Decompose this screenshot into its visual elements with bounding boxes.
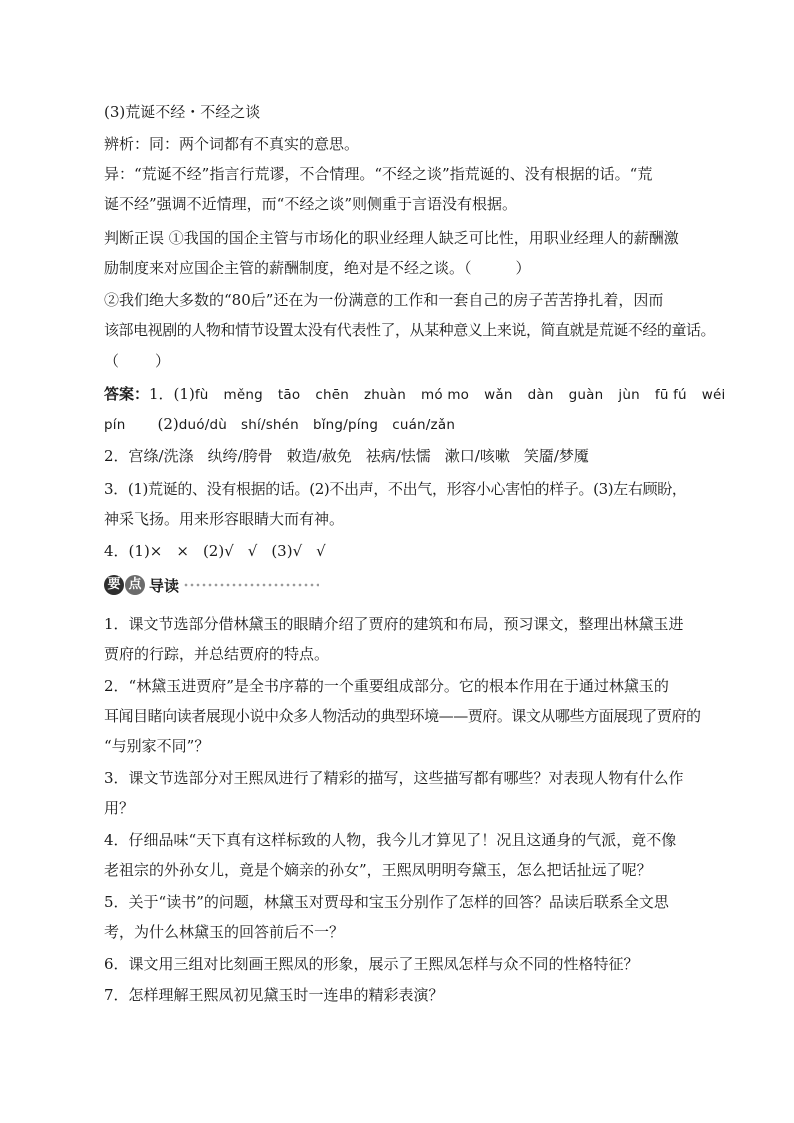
pinyin-item: duó/dù — [178, 417, 227, 433]
item2-line-2: 该部电视剧的人物和情节设置太没有代表性了，从某种意义上来说，简直就是荒诞不经的童话。 — [104, 321, 716, 339]
guide-2-line-1: 2．“林黛玉进贾府”是全书序幕的一个重要组成部分。它的根本作用在于通过林黛玉的 — [104, 677, 669, 695]
judgement-mark: (1)× — [128, 542, 163, 560]
word-pair: 宫绦/洗涤 — [128, 447, 194, 465]
word-pair: 敕造/赦免 — [286, 447, 352, 465]
judgement-mark: (3)√ — [271, 542, 303, 560]
word-pair: 纨绔/胯骨 — [207, 447, 273, 465]
judgement-mark: √ — [247, 542, 258, 560]
guide-6-line-1: 6．课文用三组对比刻画王熙凤的形象，展示了王熙凤怎样与众不同的性格特征？ — [104, 955, 639, 973]
section-badge-1: 要 — [104, 575, 124, 595]
section-header — [104, 574, 319, 596]
pinyin-item: shí/shén — [241, 417, 299, 433]
guide-1-line-1: 1．课文节选部分借林黛玉的眼睛介绍了贾府的建筑和布局，预习课文，整理出林黛玉进 — [104, 615, 684, 633]
pinyin-item: fū fú — [654, 387, 687, 403]
pinyin-item: wǎn — [484, 387, 513, 403]
q4-prefix: 4． — [104, 542, 129, 560]
pinyin-item: wéi — [701, 387, 726, 403]
word-pairs — [129, 447, 589, 465]
judge-text: 励制度来对应国企主管的薪酬制度，绝对是不经之谈。（ — [104, 259, 472, 277]
guide-7-line-1: 7．怎样理解王熙凤初见黛玉时一连串的精彩表演？ — [104, 986, 444, 1004]
judge-line-1: 判断正误 ①我国的国企主管与市场化的职业经理人缺乏可比性，用职业经理人的薪酬激 — [104, 229, 679, 247]
section-title: 导读 — [149, 576, 180, 595]
judgement-mark: √ — [316, 542, 326, 560]
answer-line-1 — [104, 384, 724, 404]
blank-close: ） — [515, 259, 531, 277]
answer-line-2 — [104, 414, 724, 434]
blank-open: （ — [104, 352, 120, 370]
item-title: (3)荒诞不经・不经之谈 — [104, 103, 261, 121]
dotted-divider — [183, 580, 319, 590]
pinyin-item: guàn — [568, 387, 604, 403]
pinyin-item: chēn — [315, 387, 349, 403]
pinyin-item: cuán/zǎn — [392, 417, 456, 433]
word-pair: 漱口/咳嗽 — [444, 447, 510, 465]
answer-label: 答案： — [104, 385, 150, 403]
judgement-mark: × — [176, 542, 189, 560]
answer-line-3 — [104, 446, 724, 466]
guide-2-line-3: “与别家不同”？ — [104, 737, 210, 755]
pinyin-list-1 — [195, 387, 726, 403]
pinyin-item: tāo — [277, 387, 301, 403]
q1b-prefix: (2) — [157, 415, 179, 433]
answer-line-4: 3．(1)荒诞的、没有根据的话。(2)不出声，不出气，形容小心害怕的样子。(3)左右顾盼， — [104, 480, 687, 498]
blank-close: ） — [155, 352, 171, 370]
item2-line-1: ②我们绝大多数的“80后”还在为一份满意的工作和一套自己的房子苦苦挣扎着，因而 — [104, 291, 664, 309]
guide-3-line-2: 用？ — [104, 799, 135, 817]
answer-line-6 — [104, 541, 724, 561]
difference-line-1: 异：“荒诞不经”指言行荒谬，不合情理。“不经之谈”指荒诞的、没有根据的话。“荒 — [104, 165, 653, 183]
word-pair: 笑靥/梦魇 — [523, 447, 589, 465]
pinyin-item: dàn — [527, 387, 554, 403]
section-badge-2: 点 — [125, 575, 145, 595]
item2-line-3 — [104, 351, 724, 371]
judgement-marks — [129, 542, 326, 560]
pinyin-list-2 — [179, 417, 455, 433]
guide-4-line-1: 4．仔细品味“天下真有这样标致的人物，我今儿才算见了！况且这通身的气派，竟不像 — [104, 831, 677, 849]
judgement-mark: (2)√ — [202, 542, 234, 560]
analysis-line: 辨析：同：两个词都有不真实的意思。 — [104, 135, 360, 153]
word-pair: 祛病/怯懦 — [365, 447, 431, 465]
pinyin-item: fù — [194, 387, 209, 403]
guide-2-line-2: 耳闻目睹向读者展现小说中众多人物活动的典型环境——贾府。课文从哪些方面展现了贾府的 — [104, 707, 701, 725]
pinyin-item: mó mo — [421, 387, 470, 403]
judge-line-2 — [104, 258, 724, 278]
difference-line-2: 诞不经”强调不近情理，而“不经之谈”则侧重于言语没有根据。 — [104, 195, 518, 213]
q1-prefix: 1．(1) — [149, 385, 195, 403]
pinyin-item: jùn — [618, 387, 640, 403]
q2-prefix: 2． — [104, 447, 129, 465]
guide-3-line-1: 3．课文节选部分对王熙凤进行了精彩的描写，这些描写都有哪些？对表现人物有什么作 — [104, 769, 684, 787]
guide-1-line-2: 贾府的行踪，并总结贾府的特点。 — [104, 645, 330, 663]
guide-5-line-2: 考，为什么林黛玉的回答前后不一？ — [104, 923, 345, 941]
guide-5-line-1: 5．关于“读书”的问题，林黛玉对贾母和宝玉分别作了怎样的回答？品读后联系全文思 — [104, 893, 669, 911]
pinyin-item: pín — [104, 417, 126, 433]
pinyin-item: měng — [223, 387, 263, 403]
pinyin-item: zhuàn — [364, 387, 407, 403]
pinyin-item: bǐng/píng — [312, 417, 379, 433]
answer-line-5: 神采飞扬。用来形容眼睛大而有神。 — [104, 510, 345, 528]
guide-4-line-2: 老祖宗的外孙女儿，竟是个嫡亲的孙女”，王熙凤明明夸黛玉，怎么把话扯远了呢？ — [104, 861, 652, 879]
